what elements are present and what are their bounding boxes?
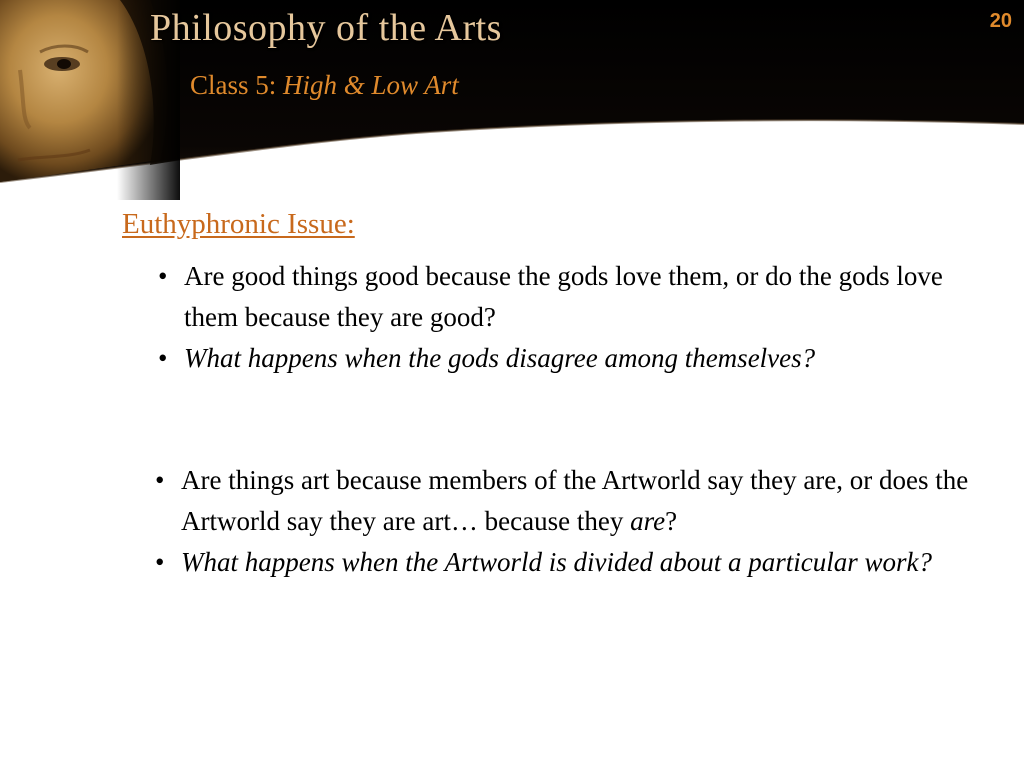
course-title: Philosophy of the Arts bbox=[150, 7, 502, 49]
bullet-item bbox=[155, 460, 985, 542]
bullet-text: What happens when the gods disagree among themselves? bbox=[184, 343, 816, 373]
slide-number: 20 bbox=[989, 10, 1012, 32]
bullet-glyph: • bbox=[155, 465, 165, 495]
class-subtitle bbox=[190, 70, 459, 101]
bullet-item bbox=[158, 256, 978, 338]
bullet-list-gods bbox=[158, 256, 978, 379]
bullet-text-end: ? bbox=[665, 506, 678, 536]
bullet-text: Are things art because members of the Artworld say they are, or does the Artworld say they are art… because they bbox=[181, 465, 969, 536]
bullet-text: Are good things good because the gods love them, or do the gods love them because they are good? bbox=[184, 261, 943, 332]
bullet-glyph: • bbox=[158, 343, 168, 373]
class-topic: High & Low Art bbox=[283, 70, 459, 100]
bullet-item bbox=[155, 542, 985, 583]
bullet-item bbox=[158, 338, 978, 379]
class-label: Class 5: bbox=[190, 70, 284, 100]
issue-heading: Euthyphronic Issue: bbox=[122, 208, 355, 240]
bullet-glyph: • bbox=[158, 261, 168, 291]
bullet-text: What happens when the Artworld is divided about a particular work? bbox=[181, 547, 932, 577]
bullet-emphasis: are bbox=[630, 506, 666, 536]
bullet-glyph: • bbox=[155, 547, 165, 577]
bullet-list-artworld bbox=[155, 460, 985, 583]
